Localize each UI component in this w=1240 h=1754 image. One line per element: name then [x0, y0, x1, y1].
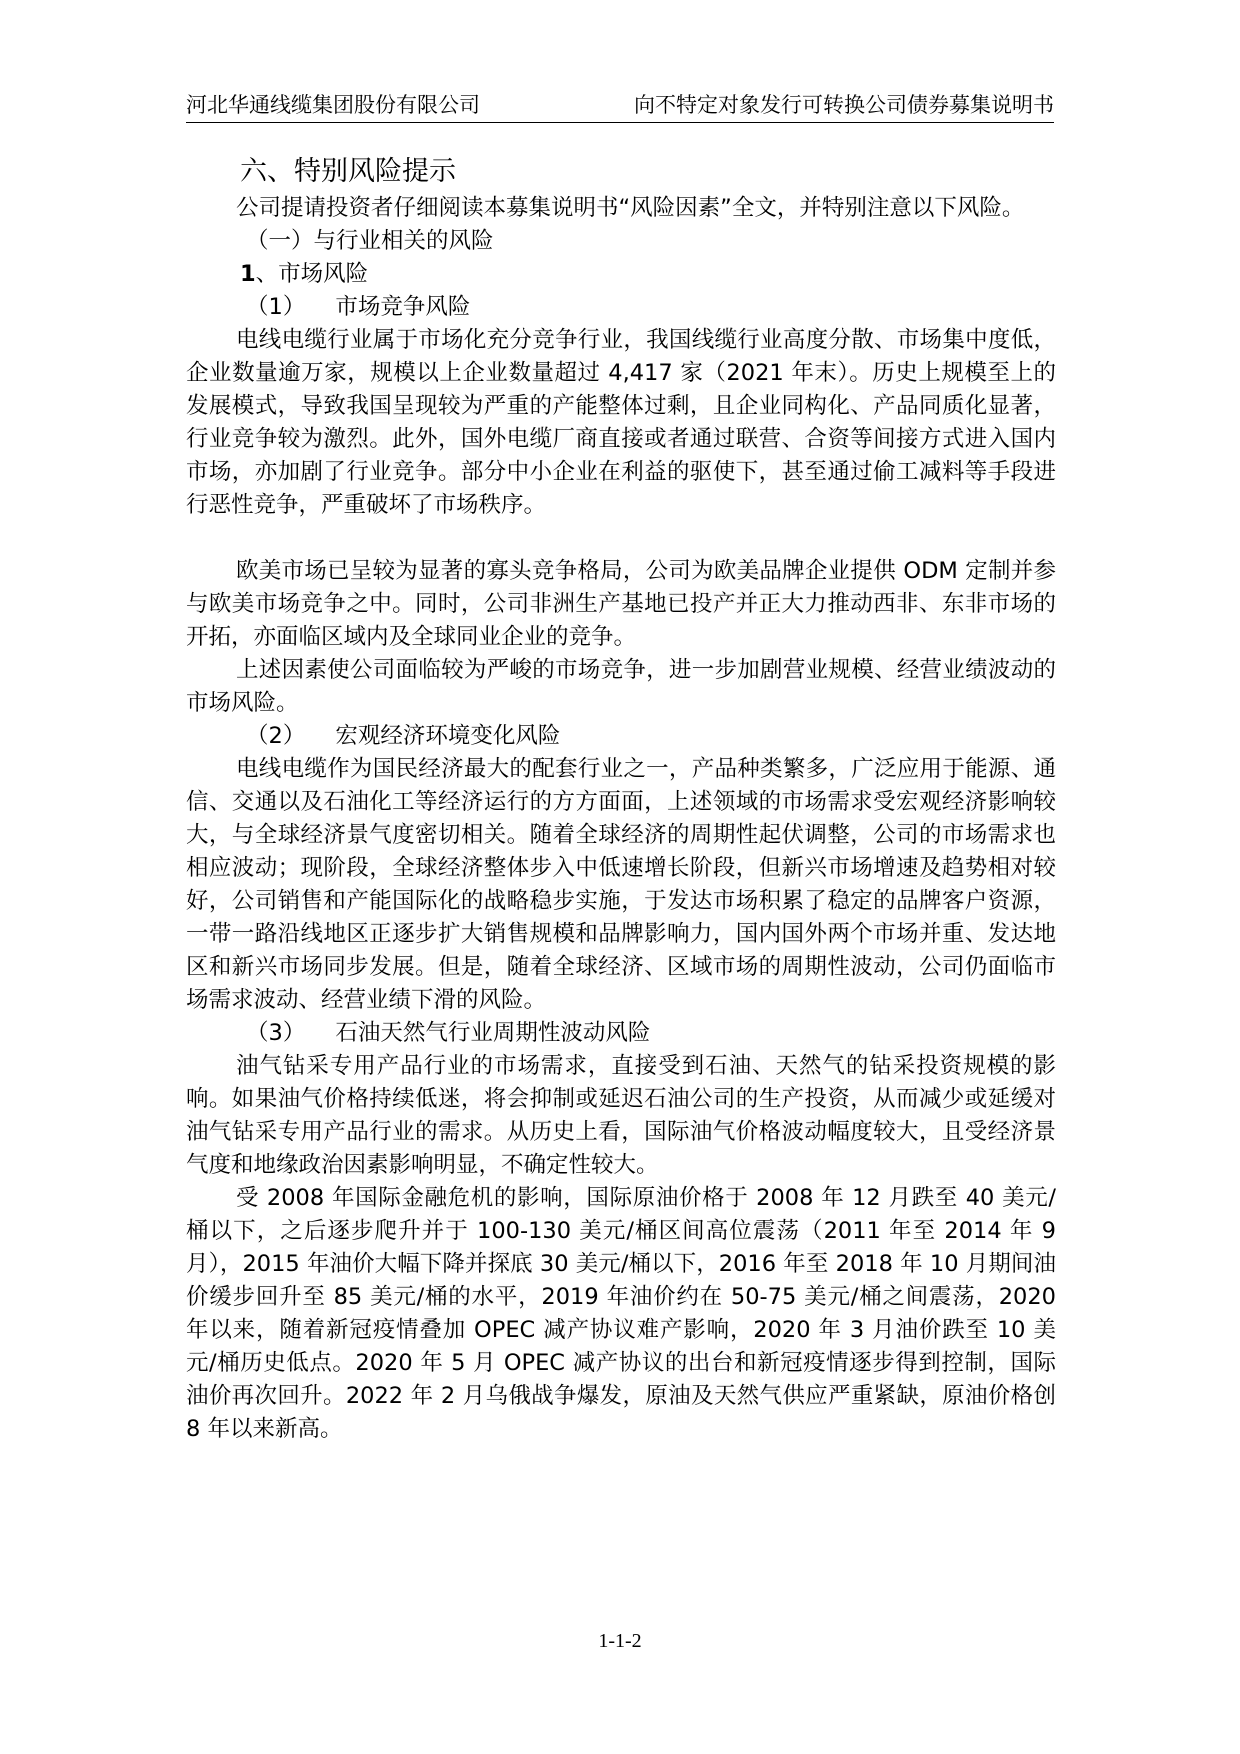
body-paragraph: 受 2008 年国际金融危机的影响，国际原油价格于 2008 年 12 月跌至 40 美元/桶以下，之后逐步爬升并于 100-130 美元/桶区间高位震荡（2011 年至 2014 年 9 月），2015 年油价大幅下降并探底 30 美元/桶以下，2016 年至 2018 年 10 月期间油价缓步回升至 85 美元/桶的水平，2019 年油价约在 50-75 美元/桶之间震荡，2020 年以来，随着新冠疫情叠加 OPEC 减产协议难产影响，2020 年 3 月油价跌至 10 美元/桶历史低点。2020 年 5 月 OPEC 减产协议的出台和新冠疫情逐步得到控制，国际油价再次回升。2022 年 2 月乌俄战争爆发，原油及天然气供应严重紧缺，原油价格创 8 年以来新高。	[186, 1185, 1056, 1442]
header-company-name: 河北华通线缆集团股份有限公司	[186, 93, 480, 117]
page-number: 1-1-2	[598, 1630, 642, 1652]
risk-heading-market-competition	[186, 291, 1056, 324]
risk-heading-oil-gas-cycle	[186, 1017, 1056, 1050]
page-content	[186, 152, 1056, 1446]
body-paragraph: 电线电缆作为国民经济最大的配套行业之一，产品种类繁多，广泛应用于能源、通信、交通以及石油化工等经济运行的方方面面，上述领域的市场需求受宏观经济影响较大，与全球经济景气度密切相关。随着全球经济的周期性起伏调整，公司的市场需求也相应波动；现阶段，全球经济整体步入中低速增长阶段，但新兴市场增速及趋势相对较好，公司销售和产能国际化的战略稳步实施，于发达市场积累了稳定的品牌客户资源，一带一路沿线地区正逐步扩大销售规模和品牌影响力，国内国外两个市场并重、发达地区和新兴市场同步发展。但是，随着全球经济、区域市场的周期性波动，公司仍面临市场需求波动、经营业绩下滑的风险。	[186, 756, 1056, 1013]
intro-paragraph: 公司提请投资者仔细阅读本募集说明书“风险因素”全文，并特别注意以下风险。	[236, 195, 1025, 221]
risk-heading-macroeconomic	[186, 720, 1056, 753]
risk-title: 石油天然气行业周期性波动风险	[335, 1020, 651, 1046]
risk-title: 宏观经济环境变化风险	[335, 723, 561, 749]
risk-number: （2）	[246, 723, 306, 749]
body-paragraph: 油气钻采专用产品行业的市场需求，直接受到石油、天然气的钻采投资规模的影响。如果油气价格持续低迷，将会抑制或延迟石油公司的生产投资，从而减少或延缓对油气钻采专用产品行业的需求。从历史上看，国际油气价格波动幅度较大，且受经济景气度和地缘政治因素影响明显，不确定性较大。	[186, 1053, 1056, 1178]
risk-title: 市场竞争风险	[335, 294, 471, 320]
item-number: 1	[240, 261, 256, 287]
body-paragraph: 欧美市场已呈较为显著的寡头竞争格局，公司为欧美品牌企业提供 ODM 定制并参与欧美市场竞争之中。同时，公司非洲生产基地已投产并正大力推动西非、东非市场的开拓，亦面临区域内及全球同业企业的竞争。	[186, 558, 1056, 650]
item-title: 、市场风险	[255, 261, 369, 287]
subsection-title: （一）与行业相关的风险	[246, 228, 494, 254]
body-paragraph: 上述因素使公司面临较为严峻的市场竞争，进一步加剧营业规模、经营业绩波动的市场风险。	[186, 657, 1056, 716]
page-header	[186, 88, 1054, 123]
body-paragraph: 电线电缆行业属于市场化充分竞争行业，我国线缆行业高度分散、市场集中度低，企业数量逾万家，规模以上企业数量超过 4,417 家（2021 年末）。历史上规模至上的发展模式，导致我国呈现较为严重的产能整体过剩，且企业同构化、产品同质化显著，行业竞争较为激烈。此外，国外电缆厂商直接或者通过联营、合资等间接方式进入国内市场，亦加剧了行业竞争。部分中小企业在利益的驱使下，甚至通过偷工减料等手段进行恶性竞争，严重破坏了市场秩序。	[186, 327, 1056, 518]
section-title: 六、特别风险提示	[240, 156, 456, 187]
item-heading	[186, 258, 1056, 291]
risk-number: （3）	[246, 1020, 306, 1046]
risk-number: （1）	[246, 294, 306, 320]
header-document-title: 向不特定对象发行可转换公司债券募集说明书	[634, 93, 1054, 117]
